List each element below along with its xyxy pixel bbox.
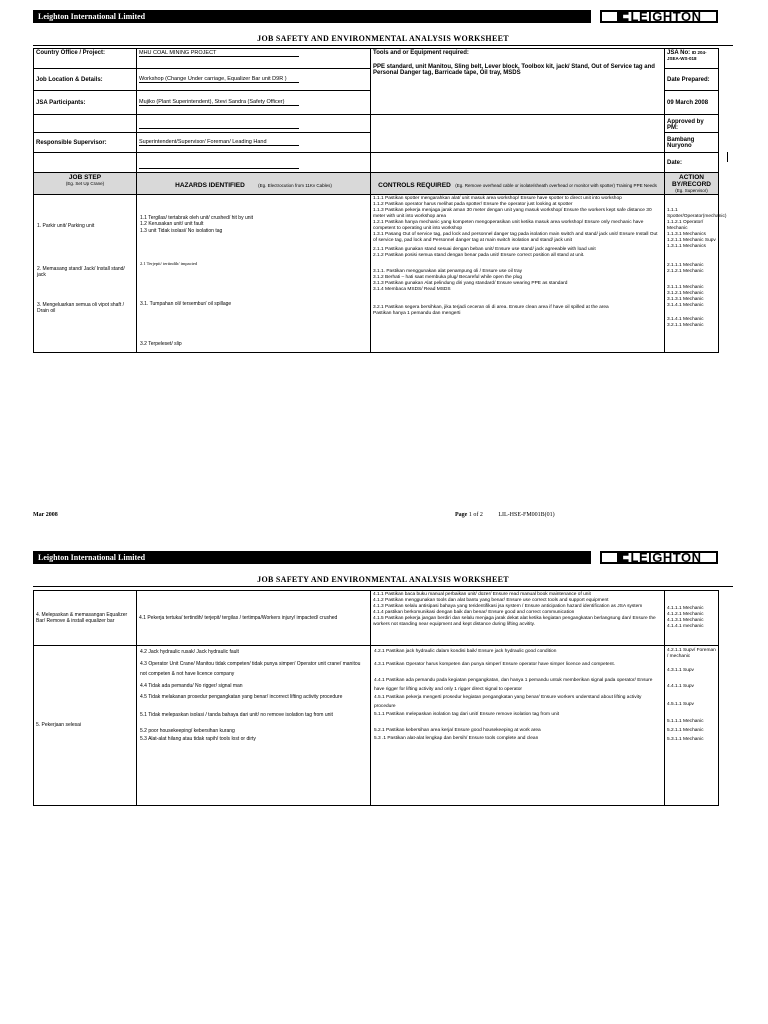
hazard-item: 1.1 Tergilas/ tertabrak oleh unit/ crushed/ hit by unit [140, 215, 254, 221]
action-item: 3.1.2.1 Mechanic [667, 290, 704, 296]
document-title-page2: JOB SAFETY AND ENVIRONMENTAL ANALYSIS WORKSHEET [257, 575, 509, 584]
country-office-label: Country Office / Project: [34, 49, 137, 69]
action-item: 4.5.1.1 Supv [667, 702, 694, 707]
col-controls-title: CONTROLS REQUIRED [378, 182, 451, 189]
hazard-item: 5.2 poor housekeeping/ kebersihan kurang [140, 728, 235, 734]
leighton-mark-icon [617, 12, 629, 21]
hazard-item: 4.3 Operator Unit Crane/ Manitou tidak competen/ tidak punya simper/ Operator unit crane/ manitou not competen & not have licence company [140, 661, 361, 677]
job-location-value[interactable]: Workshop (Change Under carriage, Equalizer Bar unit D9R ) [139, 76, 299, 83]
hazard-group-1 [140, 215, 366, 234]
jsa-no-value[interactable]: ID 204-JSEA-WS-018 [667, 50, 707, 61]
action-item: 1.1.1 [667, 208, 678, 213]
action-item: 1.2.1.1 Mechanic Supv [667, 237, 716, 243]
action-item: 1.1.2.1 Operator/ Mechanic [667, 219, 704, 231]
control-group-3 [373, 269, 662, 293]
tools-label: Tools and or Equipment required: [373, 50, 469, 56]
jsa-participants-label: JSA Participants: [34, 91, 137, 115]
hazard-item: 4.5 Tidak melakanan prosedur pengangkatan yang benar/ incorrect lifting activity procedure [140, 694, 343, 700]
control-item: 4.2.1 Pastikan jack hydraulic dalam kondisi baik/ Ensure jack hydraulic good condition [374, 649, 557, 654]
control-item: 4.1.3 Pastikan selalu antisipasi bahaya yang teridentifikasi jsa system / Ensure anticipation hazard identification as JSA system [373, 603, 643, 609]
control-item: 4.5.1 Pastikan pekerja mengerti prosedur kegiatan pengangkatan yang benar/ Ensure workers understand about lifting activity procedure [374, 695, 642, 710]
job-step: 1. Parkir unit/ Parking unit [37, 223, 95, 229]
action-item: 4.1.3.1 Mechanic [667, 618, 704, 623]
control-item: 4.1.1 Pastikan baca buku manual perbaikan unit/ dozer/ Ensure read manual book maintenance of unit [373, 592, 591, 597]
control-item: Pastikan hanya 1 pemandu dan mengerti [373, 310, 461, 316]
col-job-step-eg: (Eg. Set Up Crane) [65, 181, 105, 186]
footer-doc-code: LIL-HSE-FM001B(01) [498, 512, 555, 518]
control-item: 1.2.1 Pastikan hanya mechanic yang kompeten mengoperasikan unit ketika masuk area workshop/ Ensure only mechanic have competent to operating unit into workshop [373, 219, 644, 231]
action-item: 3.1.3.1 Mechanic [667, 296, 704, 302]
actions-cell-row5 [665, 646, 719, 806]
hazard-item: 5.1 Tidak melepaskan isolasi / tanda bahaya dari unit/ no remove isolation tag from unit [140, 712, 333, 718]
document-title: JOB SAFETY AND ENVIRONMENTAL ANALYSIS WORKSHEET [257, 34, 509, 43]
hazard-item: 2.1 Terjepit/ tertindih/ impacted [140, 261, 198, 266]
action-group-2 [667, 263, 716, 275]
responsible-supervisor-label: Responsible Supervisor: [34, 133, 137, 153]
action-item: Spotter/Operator(mechanic) [667, 213, 727, 219]
date-prepared-value[interactable]: 09 March 2008 [665, 91, 719, 115]
col-hazards [137, 173, 371, 195]
action-item: 4.1.2.1 Mechanic [667, 612, 704, 618]
date-prepared-label: Date Prepared: [665, 69, 719, 91]
action-item: 3.1.4.1 Mechanic [667, 302, 704, 308]
leighton-mark-icon [617, 553, 629, 562]
actions-cell [665, 195, 727, 353]
control-item: 4.4.1 Pastikan ada pemandu pada kegiatan pengangkatan, dan hanya 1 pemandu untuk memberikan signal pada operator/ Ensure have rigger for lifting activity and only 1 rigger direct signal to operator [374, 678, 653, 693]
hazard-item: 4.1 Pekerja tertuka/ tertindih/ terjepit/ tergilas / tertimpa/Workers injury/ impacted/ crushed [137, 591, 371, 646]
controls-cell [371, 195, 665, 353]
action-item: 4.4.1.1 Supv [667, 684, 694, 689]
col-controls-eg: (Eg. Remove overhead cable or isolate/sheath overhead or monitor with spotter) Training PPE Needs [455, 183, 657, 188]
action-item: 1.3.1.1 Mechanics [667, 243, 706, 249]
footer-date [33, 512, 58, 518]
action-item: 4.1.4.1 mechanic [667, 623, 704, 629]
country-office-value[interactable]: MHU COAL MINING PROJECT [139, 50, 299, 57]
col-hazards-title: HAZARDS IDENTIFIED [175, 182, 245, 189]
hazard-item: 3.2 Terpeleset/ slip [140, 341, 182, 347]
leighton-logo-page2 [600, 551, 718, 564]
approved-value[interactable]: Bambang Nuryono [665, 133, 719, 153]
hazards-cell [137, 195, 371, 353]
control-item: 5.3 .1 Pastikan alat-alat lengkap dan bersih/ Ensure tools complete and clean [374, 736, 539, 741]
control-item: 3.1.3 Pastikan gunakan Alat pelindung diri yang standard/ Ensure wearing PPE as standard [373, 280, 568, 286]
control-group-2 [373, 247, 662, 259]
participants-extra-line[interactable] [139, 128, 299, 129]
control-item: 2.1.2 Pastikan posisi semua stand dengan benar pada unit/ Ensure correct position all stand at unit. [373, 252, 585, 258]
control-item: 3.1.4 Membaca MSDS/ Read MSDS [373, 286, 451, 292]
hazard-item: 5.3 Alat-alat hilang atau tidak rapih/ tools lost or dirty [140, 736, 256, 742]
company-header-bar-page2 [33, 551, 591, 564]
hazards-cell-row5 [137, 646, 371, 806]
footer-page-number: 1 of 2 [468, 512, 483, 518]
control-item: 1.3.1 Pasang Out of service tag, pad lock and personnel danger tag pada isolation main switch and stand/ jack unit/ Ensure Install Out of service tag, pad lock and Personnel danger tag at main switch isolation and stand/ jack unit [373, 231, 658, 243]
hazard-item: 4.2 Jack hydraulic rusak/ Jack hydraulic fault [140, 649, 239, 655]
control-item: 4.1.4 pastikan berkomunikasi dengan baik dan benar/ Ensure good and correct communication [373, 609, 575, 615]
action-item: 2.1.2.1 Mechanic [667, 268, 704, 274]
action-item: 3.1.1.1 Mechanic [667, 284, 704, 290]
col-job-step-title: JOB STEP [68, 174, 102, 181]
col-job-step [34, 173, 137, 195]
hazard-item: 4.4 Tidak ada pemandu/ No rigger/ signal man [140, 683, 243, 689]
control-group-4 [373, 305, 662, 317]
text-cursor [727, 152, 728, 162]
jsa-no-cell [665, 49, 719, 69]
action-group-4 [667, 317, 716, 329]
jsa-participants-value[interactable]: Mujiko (Plant Superintendent), Stevi Sandra (Safety Officer) [139, 99, 299, 106]
supervisor-extra-line[interactable] [139, 168, 299, 169]
action-item: 3.2.1.1 Mechanic [667, 322, 704, 328]
header-form-table [33, 48, 719, 173]
control-item: 3.1.2 Berhati – hati saat membuka plug/ Becareful while open the plug [373, 274, 523, 280]
action-group-1 [667, 208, 727, 250]
action-group-3 [667, 285, 716, 309]
control-item: 4.1.2 Pastikan menggunakan tools dan alat bantu yang benar/ Ensure use correct tools and support equipment [373, 597, 609, 603]
responsible-supervisor-value[interactable]: Superintendent/Supervisor/ Foreman/ Leading Hand [139, 139, 299, 146]
leighton-logo [600, 10, 718, 23]
jsa-no-label: JSA No: [667, 50, 691, 56]
logo-text: LEIGHTON [630, 9, 702, 24]
jsa-table-page2 [33, 590, 719, 806]
control-item: 2.1.1 Pastikan gunakan stand sesuai dengan beban unit/ Ensure use stand/ jack agreeable with load unit [373, 246, 596, 252]
action-item: 1.1.3.1 Mechanics [667, 231, 706, 237]
logo-text: LEIGHTON [630, 550, 702, 565]
control-item: 5.2.1 Pastikan kebersihan area kerja/ Ensure good housekeeping at work area [374, 728, 541, 733]
col-action-eg: (Eg. Supervisor) [675, 188, 708, 193]
control-item: 3.2.1 Pastikan segera bersihkan, jika terjadi ceceran oli di area. Ensure clean area if have oil spilled at the area [373, 304, 609, 310]
control-item: 1.1.3 Pastikan pekerja menjaga jarak aman 30 meter dengan unit yang masuk workshop/ Ensure the workers kept safe distance 30 meter with unit into workshop area [373, 207, 652, 219]
job-location-label: Job Location & Details: [34, 69, 137, 91]
actions-cell-row4 [665, 591, 719, 646]
controls-cell-row5 [371, 646, 665, 806]
footer-page [455, 512, 555, 518]
job-step: 4. Melepaskan & memasangan Equalizer Bar/ Remove & install equalizer bar [34, 591, 137, 646]
action-item: 4.2.1.1 Supv/ Foreman / mechanic [667, 648, 716, 659]
control-item: 4.3.1 Pastikan Operator harus kompeten dan punya simper/ Ensure operator have simper licence and competent. [374, 662, 616, 667]
footer-page-label: Page [455, 512, 468, 518]
hazard-item: 1.3 unit Tidak isolasi/ No isolation tag [140, 227, 223, 234]
company-name: Leighton International Limited [38, 12, 146, 21]
control-group-1 [373, 196, 662, 244]
company-header-bar [33, 10, 591, 23]
jsa-table-page1 [33, 172, 727, 353]
action-item: 3.1.4.1 Mechanic [667, 316, 704, 322]
controls-cell-row4 [371, 591, 665, 646]
col-controls [371, 173, 665, 195]
action-item: 5.1.1.1 Mechanic [667, 719, 704, 724]
hazard-item: 3.1. Tumpahan oli/ tersembur/ oil spillage [140, 301, 232, 307]
company-name: Leighton International Limited [38, 553, 146, 562]
col-action [665, 173, 719, 195]
divider [33, 586, 733, 587]
col-action-title: ACTION BY/RECORD [671, 174, 711, 188]
control-item: 1.1.1 Pastikan spotter mengarahkan alat/ unit masuk area workshop/ Ensure have spotter to direct unit into workshop [373, 196, 622, 201]
tools-cell [371, 49, 665, 115]
tools-value[interactable]: PPE standard, unit Manitou, Sling belt, Lever block, Toolbox kit, jack/ Stand, Out of Service tag and Personal Danger tag, Barricade tape, Oil tray, MSDS [373, 64, 655, 76]
action-item: 5.3.1.1 Mechanic [667, 737, 704, 742]
job-step: 3. Mengeluarkan semua oli vipot shaft / Drain oil [37, 302, 124, 315]
hazard-item: 1.2 Kerusakan unit/ unit fault [140, 221, 204, 228]
job-steps-cell [34, 195, 137, 353]
control-item: 1.1.2 Pastikan operator harus melihat pada spotter/ Ensure the operator just looking at spotter [373, 201, 573, 207]
action-item: 2.1.1.1 Mechanic [667, 262, 704, 268]
footer-date-text: Mar 2008 [33, 512, 58, 518]
control-item: 5.1.1 Pastikan melepaskan isolation tag dari unit/ Ensure remove isolation tag from unit [374, 712, 560, 717]
job-step: 5. Pekerjaan selesai [34, 646, 137, 806]
action-item: 4.1.1.1 Mechanic [667, 606, 704, 612]
action-item: 4.3.1.1 Supv [667, 668, 694, 673]
control-item: 3.1.1. Pastikan menggunakan alat penampung oli / Ensure use oil tray [373, 268, 523, 274]
control-item: 4.1.5 Pastikan pekerja jangan berdiri dan selalu menjaga jarak dekat alat ketika kegiatan pengangkatan berlangsung dan/ Ensure the workers not standing near equipment and kept distance during lifting acvitity. [373, 615, 656, 627]
approved-label: Approved by PM: [665, 115, 719, 133]
date-label: Date: [665, 153, 719, 173]
action-item: 5.2.1.1 Mechanic [667, 728, 704, 733]
col-hazards-eg: (Eg. Electrocution from 11Kv Cables) [258, 183, 332, 188]
divider [33, 45, 733, 46]
job-step: 2. Memasang stand/ Jack/ Install stand/ jack [37, 266, 125, 279]
